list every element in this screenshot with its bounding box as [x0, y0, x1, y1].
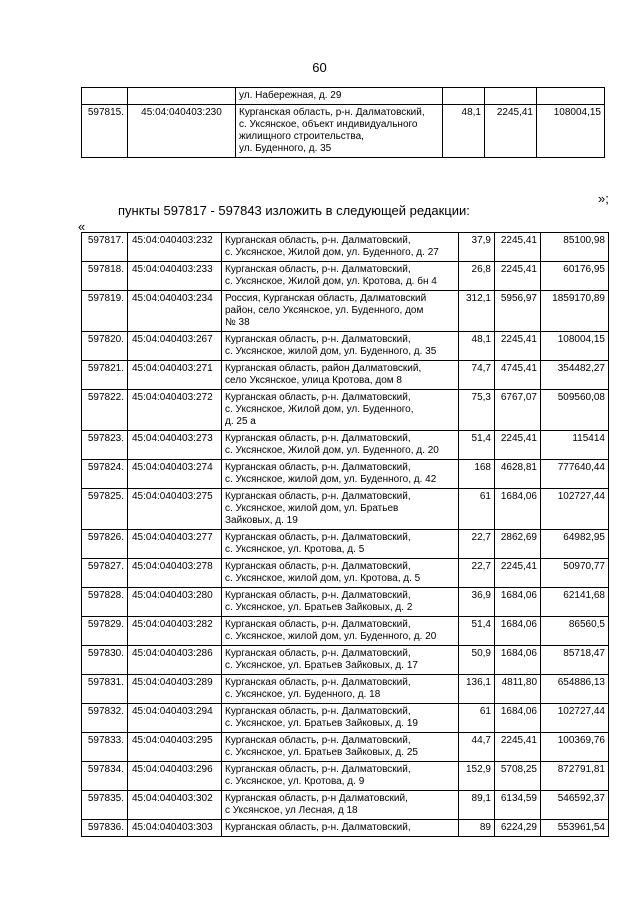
address-line: Россия, Курганская область, Далматовский: [225, 293, 427, 304]
table-row: [82, 489, 609, 530]
area: 89,1: [459, 791, 495, 820]
area: 89: [459, 820, 495, 837]
address-line: с. Уксянское, ул. Братьев Зайковых, д. 19: [225, 718, 418, 729]
area: 48,1: [459, 332, 495, 361]
address-line: ул. Набережная, д. 29: [239, 90, 342, 101]
value: 100369,76: [541, 733, 609, 762]
cadastral-number: 45:04:040403:273: [128, 431, 222, 460]
address-line: с. Уксянское, жилой дом, ул. Кротова, д. 5: [225, 573, 421, 584]
value: [537, 88, 605, 105]
value: 64982,95: [541, 530, 609, 559]
table-row: [82, 262, 609, 291]
value: 85100,98: [541, 233, 609, 262]
address: [222, 559, 459, 588]
cadastral-number: 45:04:040403:232: [128, 233, 222, 262]
address-line: с. Уксянское, Жилой дом, ул. Буденного, д. 20: [225, 445, 439, 456]
table-row: [82, 431, 609, 460]
rate: 1684,06: [495, 489, 541, 530]
value: 60176,95: [541, 262, 609, 291]
table-row: [82, 617, 609, 646]
address-line: Курганская область, р-н. Далматовский,: [225, 334, 411, 345]
address: [222, 291, 459, 332]
area: 48,1: [443, 105, 485, 158]
cadastral-number: 45:04:040403:278: [128, 559, 222, 588]
rate: 1684,06: [495, 646, 541, 675]
area: 44,7: [459, 733, 495, 762]
table-row: [82, 291, 609, 332]
rate: 4811,80: [495, 675, 541, 704]
address: [222, 646, 459, 675]
rate: 2245,41: [495, 233, 541, 262]
address: [222, 262, 459, 291]
address-line: Зайковых, д. 19: [225, 515, 298, 526]
cadastral-number: 45:04:040403:280: [128, 588, 222, 617]
table-row: [82, 530, 609, 559]
cadastral-number: 45:04:040403:275: [128, 489, 222, 530]
address-line: с. Уксянское, Жилой дом, ул. Буденного,: [225, 404, 414, 415]
address-line: Курганская область, р-н. Далматовский,: [225, 648, 411, 659]
area: 61: [459, 704, 495, 733]
rate: 6224,29: [495, 820, 541, 837]
row-number: 597834.: [82, 762, 128, 791]
previous-table: [81, 87, 605, 158]
cadastral-number: [128, 88, 236, 105]
table-row: [82, 460, 609, 489]
cadastral-number: 45:04:040403:302: [128, 791, 222, 820]
address: [222, 588, 459, 617]
rate: 2245,41: [495, 559, 541, 588]
table-row: [82, 646, 609, 675]
rate: 1684,06: [495, 704, 541, 733]
cadastral-number: 45:04:040403:230: [128, 105, 236, 158]
cadastral-table: [81, 232, 609, 837]
row-number: 597832.: [82, 704, 128, 733]
address-line: Курганская область, р-н. Далматовский,: [225, 235, 411, 246]
area: 22,7: [459, 559, 495, 588]
address-line: Курганская область, р-н. Далматовский,: [225, 619, 411, 630]
address: [222, 361, 459, 390]
row-number: 597824.: [82, 460, 128, 489]
table-row: [82, 791, 609, 820]
value: 654886,13: [541, 675, 609, 704]
cadastral-number: 45:04:040403:277: [128, 530, 222, 559]
row-number: 597830.: [82, 646, 128, 675]
address-line: жилищного строительства,: [239, 131, 364, 142]
rate: 5956,97: [495, 291, 541, 332]
value: 108004,15: [537, 105, 605, 158]
rate: 2862,69: [495, 530, 541, 559]
area: [443, 88, 485, 105]
address-line: с Уксянское, ул Лесная, д 18: [225, 805, 358, 816]
address-line: с. Уксянское, жилой дом, ул. Братьев: [225, 503, 399, 514]
rate: 6134,59: [495, 791, 541, 820]
address: [236, 105, 443, 158]
rate: 4628,81: [495, 460, 541, 489]
address-line: Курганская область, р-н. Далматовский,: [225, 264, 411, 275]
address-line: с. Уксянское, объект индивидуального: [239, 119, 418, 130]
value: 102727,44: [541, 704, 609, 733]
table-row: [82, 233, 609, 262]
table-row: [82, 733, 609, 762]
cadastral-number: 45:04:040403:294: [128, 704, 222, 733]
area: 136,1: [459, 675, 495, 704]
cadastral-number: 45:04:040403:272: [128, 390, 222, 431]
address-line: с. Уксянское, ул. Кротова, д. 5: [225, 544, 365, 555]
cadastral-number: 45:04:040403:233: [128, 262, 222, 291]
address: [222, 233, 459, 262]
address-line: Курганская область, р-н. Далматовский,: [225, 491, 411, 502]
page-number: 60: [312, 60, 327, 75]
cadastral-number: 45:04:040403:282: [128, 617, 222, 646]
area: 168: [459, 460, 495, 489]
address: [236, 88, 443, 105]
address-line: Курганская область, р-н. Далматовский,: [225, 590, 411, 601]
table-row: [82, 332, 609, 361]
row-number: 597826.: [82, 530, 128, 559]
address: [222, 390, 459, 431]
address: [222, 489, 459, 530]
rate: 1684,06: [495, 617, 541, 646]
cadastral-number: 45:04:040403:274: [128, 460, 222, 489]
value: 50970,77: [541, 559, 609, 588]
address-line: д. 25 а: [225, 416, 256, 427]
row-number: 597823.: [82, 431, 128, 460]
cadastral-number: 45:04:040403:234: [128, 291, 222, 332]
address-line: Курганская область, р-н. Далматовский,: [225, 433, 411, 444]
table-row: [82, 704, 609, 733]
address-line: Курганская область, р-н Далматовский,: [225, 793, 408, 804]
row-number: 597821.: [82, 361, 128, 390]
address-line: Курганская область, р-н. Далматовский,: [225, 706, 411, 717]
address-line: ул. Буденного, д. 35: [239, 143, 332, 154]
address: [222, 762, 459, 791]
area: 37,9: [459, 233, 495, 262]
address-line: с. Уксянское, ул. Братьев Зайковых, д. 25: [225, 747, 418, 758]
row-number: 597829.: [82, 617, 128, 646]
row-number: 597817.: [82, 233, 128, 262]
address-line: с. Уксянское, жилой дом, ул. Буденного, д. 35: [225, 346, 437, 357]
row-number: 597820.: [82, 332, 128, 361]
table-row: [82, 105, 605, 158]
rate: 1684,06: [495, 588, 541, 617]
address-line: с. Уксянское, ул. Буденного, д. 18: [225, 689, 381, 700]
address: [222, 332, 459, 361]
table-row: [82, 361, 609, 390]
row-number: 597818.: [82, 262, 128, 291]
table-row: [82, 88, 605, 105]
value: 115414: [541, 431, 609, 460]
row-number: 597828.: [82, 588, 128, 617]
address: [222, 460, 459, 489]
value: 509560,08: [541, 390, 609, 431]
cadastral-number: 45:04:040403:303: [128, 820, 222, 837]
area: 51,4: [459, 431, 495, 460]
area: 312,1: [459, 291, 495, 332]
row-number: 597819.: [82, 291, 128, 332]
address-line: с. Уксянское, ул. Братьев Зайковых, д. 17: [225, 660, 418, 671]
row-number: 597833.: [82, 733, 128, 762]
area: 61: [459, 489, 495, 530]
address-line: № 38: [225, 317, 250, 328]
opening-quote: «: [78, 219, 86, 234]
table-row: [82, 390, 609, 431]
value: 1859170,89: [541, 291, 609, 332]
address: [222, 675, 459, 704]
table-row: [82, 559, 609, 588]
value: 85718,47: [541, 646, 609, 675]
row-number: 597815.: [82, 105, 128, 158]
value: 777640,44: [541, 460, 609, 489]
row-number: 597825.: [82, 489, 128, 530]
value: 553961,54: [541, 820, 609, 837]
address: [222, 431, 459, 460]
row-number: 597822.: [82, 390, 128, 431]
area: 75,3: [459, 390, 495, 431]
address-line: Курганская область, р-н. Далматовский,: [225, 392, 411, 403]
value: 62141,68: [541, 588, 609, 617]
closing-quote: »;: [598, 191, 609, 206]
rate: 2245,41: [495, 431, 541, 460]
value: 86560,5: [541, 617, 609, 646]
area: 51,4: [459, 617, 495, 646]
address-line: Курганская область, р-н. Далматовский,: [225, 822, 411, 833]
rate: 2245,41: [495, 262, 541, 291]
address-line: Курганская область, р-н. Далматовский,: [225, 764, 411, 775]
rate: 2245,41: [495, 332, 541, 361]
value: 872791,81: [541, 762, 609, 791]
row-number: [82, 88, 128, 105]
address-line: Курганская область, р-н. Далматовский,: [225, 735, 411, 746]
address-line: район, село Уксянское, ул. Буденного, дом: [225, 305, 424, 316]
cadastral-number: 45:04:040403:267: [128, 332, 222, 361]
value: 546592,37: [541, 791, 609, 820]
row-number: 597831.: [82, 675, 128, 704]
area: 152,9: [459, 762, 495, 791]
address-line: с. Уксянское, ул. Кротова, д. 9: [225, 776, 365, 787]
address-line: Курганская область, р-н. Далматовский,: [225, 561, 411, 572]
area: 50,9: [459, 646, 495, 675]
table-row: [82, 675, 609, 704]
value: 102727,44: [541, 489, 609, 530]
area: 22,7: [459, 530, 495, 559]
cadastral-number: 45:04:040403:296: [128, 762, 222, 791]
address: [222, 617, 459, 646]
address-line: с. Уксянское, Жилой дом, ул. Буденного, д. 27: [225, 247, 439, 258]
table-row: [82, 588, 609, 617]
rate: [485, 88, 537, 105]
cadastral-number: 45:04:040403:286: [128, 646, 222, 675]
address: [222, 733, 459, 762]
address-line: с. Уксянское, Жилой дом, ул. Кротова, д. бн 4: [225, 276, 437, 287]
address-line: Курганская область, р-н. Далматовский,: [225, 677, 411, 688]
cadastral-number: 45:04:040403:289: [128, 675, 222, 704]
address-line: село Уксянское, улица Кротова, дом 8: [225, 375, 402, 386]
address: [222, 530, 459, 559]
address-line: Курганская область, р-н. Далматовский,: [225, 532, 411, 543]
address-line: с. Уксянское, жилой дом, ул. Буденного, д. 42: [225, 474, 437, 485]
rate: 2245,41: [485, 105, 537, 158]
address: [222, 791, 459, 820]
address: [222, 820, 459, 837]
row-number: 597835.: [82, 791, 128, 820]
address-line: с. Уксянское, жилой дом, ул. Буденного, д. 20: [225, 631, 437, 642]
area: 36,9: [459, 588, 495, 617]
row-number: 597827.: [82, 559, 128, 588]
address-line: с. Уксянское, ул. Братьев Зайковых, д. 2: [225, 602, 413, 613]
rate: 2245,41: [495, 733, 541, 762]
value: 354482,27: [541, 361, 609, 390]
rate: 4745,41: [495, 361, 541, 390]
rate: 6767,07: [495, 390, 541, 431]
value: 108004,15: [541, 332, 609, 361]
table-row: [82, 762, 609, 791]
address: [222, 704, 459, 733]
cadastral-number: 45:04:040403:271: [128, 361, 222, 390]
instruction-text: пункты 597817 - 597843 изложить в следующей редакции:: [118, 203, 470, 218]
area: 26,8: [459, 262, 495, 291]
address-line: Курганская область, р-н. Далматовский,: [225, 462, 411, 473]
table-row: [82, 820, 609, 837]
row-number: 597836.: [82, 820, 128, 837]
area: 74,7: [459, 361, 495, 390]
cadastral-number: 45:04:040403:295: [128, 733, 222, 762]
rate: 5708,25: [495, 762, 541, 791]
address-line: Курганская область, р-н. Далматовский,: [239, 107, 425, 118]
address-line: Курганская область, район Далматовский,: [225, 363, 422, 374]
